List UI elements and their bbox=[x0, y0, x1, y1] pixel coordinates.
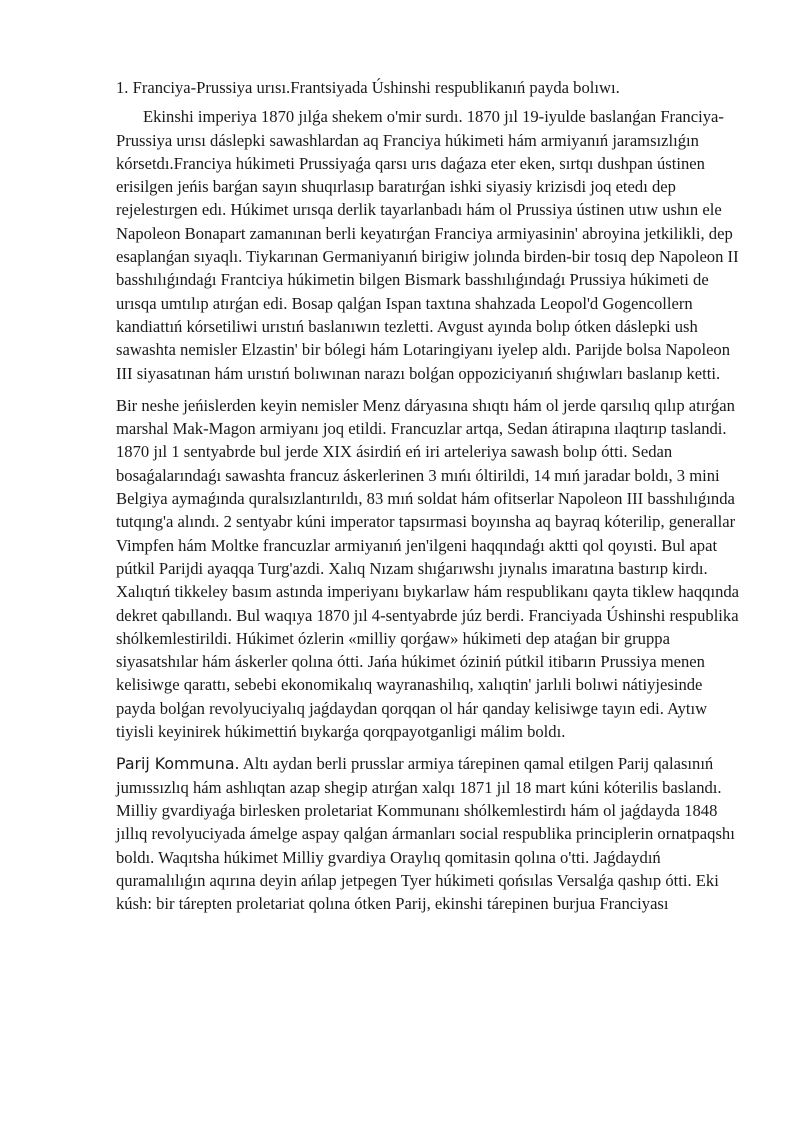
paragraph-second-empire: Ekinshi imperiya 1870 jılǵa shekem o'mir surdı. 1870 jıl 19-iyulde baslanǵan Franciya-Prussiya urısı dáslepki sawashlardan aq Franciya húkimeti hám armiyanıń jaramsızlıǵın kórsetdı.Franciya húkimeti Prussiyaǵa qarsı urıs daǵaza eter eken, sırtqı dushpan ústinen erisilgen jeńis barǵan sayın shuqırlasıp baratırǵan ishki siyasiy krizisdi joq etedı dep rejelestırgen edı. Húkimet urısqa derlik tayarlanbadı hám ol Prussiya ústinen utıw ushın ele Napoleon Bonapart zamanınan berli keyatırǵan Franciya armiyasinin' abroyina jetkilikli, dep esaplanǵan sıyaqlı. Tiykarınan Germaniyanıń birigiw jolında birden-bir tosıq dep Napoleon II basshılıǵındaǵı Frantciya húkimetin bilgen Bismark basshılıǵındaǵı Prussiya húkimeti de urısqa umtılıp atırǵan edi. Bosap qalǵan Ispan taxtına shahzada Leopol'd Gogencollern kandiattıń kórsetiliwi urıstıń baslanıwın tezletti. Avgust ayında bolıp ótken dáslepki ush sawashta nemisler Elzastin' bir bólegi hám Lotaringiyanı iyelep aldı. Parijde bolsa Napoleon III siyasatınan hám urıstıń bolıwınan narazı bolǵan oppoziciyanıń shıǵıwları baslanıp ketti. bbox=[116, 107, 739, 383]
paris-commune-text: Altı aydan berli prusslar armiya tárepinen qamal etilgen Parij qalasınıń jumıssızlıq hám ashlıqtan azap shegip atırǵan xalqı 1871 jıl 18 mart kúni kóterilis baslandı. Milliy gvardiyaǵa birlesken proletariat Kommunanı shólkemlestirdı hám ol jaǵdayda 1848 jıllıq revolyuciyada ámelge aspay qalǵan ármanları social respublika principlerin ornatpaqshı boldı. Waqıtsha húkimet Milliy gvardiya Oraylıq qomitasin qolına o'tti. Jaǵdaydıń quramalılıǵın aqırına deyin ańlap jetpegen Tyer húkimeti qońsılas Versalǵa qashıp ótti. Eki kúsh: bir tárepten proletariat qolına ótken Parij, ekinshi tárepinen burjua Franciyası bbox=[116, 754, 735, 914]
paris-commune-lead: Parij Kommuna. bbox=[116, 754, 240, 774]
document-body bbox=[116, 76, 744, 924]
paragraph-sedan: Bir neshe jeńislerden keyin nemisler Menz dáryasına shıqtı hám ol jerde qarsılıq qılıp atırǵan marshal Mak-Magon armiyanı joq etildi. Francuzlar artqa, Sedan átirapına ılaqtırıp taslandi. 1870 jıl 1 sentyabrde bul jerde XIX ásirdiń eń iri arteleriya sawash bolıp ótti. Sedan bosaǵalarındaǵı sawashta francuz áskerlerinen 3 mıńı óltirildi, 14 mıń jaradar boldı, 3 mini Belgiya aymaǵında quralsızlantırıldı, 83 mıń soldat hám ofitserlar Napoleon III basshılıǵında tutqıng'a alındı. 2 sentyabr kúni imperator tapsırmasi boyınsha aq bayraq kóterilip, generallar Vimpfen hám Moltke francuzlar armiyanıń jen'ilgeni haqqındaǵı aktti qol qoyısti. Bul apat pútkil Parijdi ayaqqa Turg'azdi. Xalıq Nızam shıǵarıwshı jıynalıs imaratına bastırıp kirdı. Xalıqtıń tikkeley basım astında imperiyanı bıykarlaw hám respublikanı qayta tiklew haqqında dekret qabıllandı. Bul waqıya 1870 jıl 4-sentyabrde júz berdi. Franciyada Úshinshi respublika shólkemlestirildi. Húkimet ózlerin «milliy qorǵaw» húkimeti dep ataǵan bir gruppa siyasatshılar hám áskerler qolına ótti. Jańa húkimet óziniń pútkil itibarın Prussiya menen kelisiwge qarattı, sebebi ekonomikalıq wayranashilıq, xalıqtin' jarlıli bolıwi nátiyjesinde payda bolǵan revolyuciyalıq jaǵdaydan qorqqan ol hár qanday kelisiwge tayın edi. Aytıw tiyisli keyinirek húkimettiń bıykarǵa qorqpayotganligi málim boldı. bbox=[116, 395, 740, 742]
section-heading: 1. Franciya-Prussiya urısı.Frantsiyada Úshinshi respublikanıń payda bolıwı. bbox=[116, 78, 620, 97]
paragraph-paris-commune bbox=[116, 752, 744, 915]
